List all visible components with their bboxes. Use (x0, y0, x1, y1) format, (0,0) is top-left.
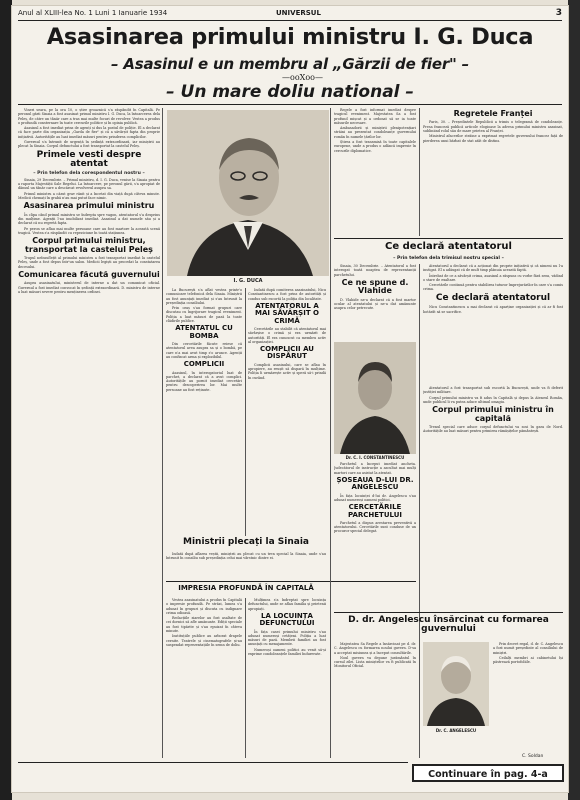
paper-name: UNIVERSUL (276, 9, 321, 17)
section-kicker: – Prin telefon dela corespondentul nostru – (33, 170, 145, 176)
newspaper-page (12, 6, 568, 792)
column-13: Prin decret regal, d. dr. C. Angelescu a fost numit președinte al consiliului de miniștri. Ceilalți membri ai cabinetului își păstrează portofoliile. (493, 642, 563, 665)
section-heading: CERCETĂRILE PARCHETULUI (347, 503, 403, 519)
section-heading: Primele vesti despre atentat (36, 149, 142, 170)
column-7: Regretele Franței Paris, 30. – Președintele Republicii a trimis o telegramă de condoleanțe. Presa franceză publică articole elogioase la adresa primului ministru asasinat, subliniind rolul său de mare prieten al Franței. Ministrul afacerilor străine a exprimat regretele guvernului francez față de pierderea unui bărbat de stat atât de distins. (423, 109, 563, 143)
constantinescu-caption: Dr. C. I. CONSTANTINESCU (345, 455, 405, 460)
ornament: —ooXoo— (282, 73, 323, 82)
section-heading: ATENTATORUL A MAI SĂVÂRȘIT O CRIMĂ (255, 301, 319, 325)
section-heading: Asasinarea primului ministru (23, 201, 155, 211)
section-heading: Regretele Franței (453, 109, 533, 118)
column-11: Atentatorul a fost transportat sub escortă la București, unde va fi deferit justiției militare. Corpul primului ministru va fi adus în Capitală și depus la Ateneul Român, unde publicul îi va putea aduce ultimul omagiu. Corpul primului ministru în capitală Trenul special care aduce corpul defunctului va sosi în gara de Nord. Autoritățile au luat măsuri pentru primirea rămășițelor pământești. (423, 386, 563, 434)
constantinescu-portrait (334, 342, 416, 454)
continuation-box: Continuare în pag. 4-a (412, 764, 564, 782)
scan-border-left (0, 0, 12, 800)
subheadline-mourning: – Un mare doliu national – (166, 82, 414, 102)
author-signature: C. Soldan (522, 754, 544, 759)
portrait-illustration (423, 642, 489, 726)
column-divider (419, 108, 420, 236)
section-kicker: – Prin telefon dela trimisul nostru special – (393, 256, 504, 261)
section-heading: Ce ne spune d. Vlahide (341, 277, 409, 296)
column-divider (245, 288, 246, 536)
section-rule (334, 612, 563, 613)
section-heading: Ce declară atentatorul (385, 241, 512, 252)
column-5: Mulțimea s'a îndreptat spre locuința defunctului, unde se aflau familia și prietenii apropiați. LA LOCUINȚA DEFUNCTULUI În fața casei primului ministru s'au adunat numeroși cetățeni. Poliția a luat măsuri de pază. Membrii familiei au fost anunțați cu menajamente. Numeroși oameni politici au venit să-și exprime condoleanțele familiei îndurerate. (248, 598, 326, 657)
column-6: Regele a fost informat imediat despre tragicul eveniment. Majestatea Sa a fost profund mișcat și a ordonat să se ia toate măsurile necesare. Ambasadorii și miniștrii plenipotențiari străini au prezentat condoleanțe guvernului român în numele țărilor lor. Știrea a fost transmisă în toate capitalele europene, unde a produs o adâncă impresie în cercurile diplomatice. (334, 108, 416, 153)
column-divider (162, 108, 163, 758)
section-heading: COMPLICII AU DISPĂRUT (260, 345, 314, 361)
duca-caption: I. G. DUCA (233, 278, 263, 284)
headline-rule (18, 104, 562, 105)
running-header (18, 8, 562, 20)
column-divider (245, 598, 246, 758)
column-12: Majestatea Sa Regele a însărcinat pe d. dr. C. Angelescu cu formarea noului guvern. D-sa a acceptat misiunea și a început consultările. Noul guvern va depune jurământul în cursul zilei. Lista miniștrilor va fi publicată în Monitorul Oficial. (334, 642, 416, 669)
section-heading: LA LOCUINȚA DEFUNCTULUI (259, 611, 315, 628)
issue-info: Anul al XLIII-lea No. 1 Luni 1 Ianuarie 1934 (18, 9, 168, 17)
column-divider (330, 108, 331, 758)
section-heading: ATENTATUL CU BOMBA (175, 324, 233, 340)
column-4: Vestea asasinatului a produs în Capitală o impresie profundă. Pe străzi, lumea s'a adunat în grupuri și discuta cu indignare crima odioasă. Redacțiile ziarelor au fost asaltate de cei dornici să afle amănunte. Ediții speciale au fost tipărite și s'au epuizat în câteva minute. Instituțiile publice au arborat drapele cernite. Teatrele și cinematografele și-au suspendat reprezentațiile în semn de doliu. (166, 598, 242, 647)
section-heading: COMPLICII (183, 360, 225, 369)
section-heading: Corpul primului ministru în capitală (432, 405, 554, 423)
column-2: La București s'a aflat vestea printr'o comunicare telefonică dela Sinaia. Miniștrii au fost anunțați imediat și s'au întrunit la președinția consiliului. Prin oraș s'au format grupuri care discutau cu îngrijorare tragicul eveniment. Poliția a luat măsuri de pază la toate clădirile publice. ATENTATUL CU BOMBA Din cercetările făcute reiese că atentatorul avea asupra sa și o bombă, pe care n'a mai avut timp s'o arunce. Agenții au confiscat arma și explozibilul. COMPLICII Asasinul, în interogatoriul luat de parchet, a declarat că a avut complici. Autoritățile au pornit imediat cercetări pentru descoperirea lor. Mai multe persoane au fost reținute. (166, 288, 242, 392)
section-heading: Ministrii plecați la Sinaia (183, 537, 309, 547)
main-headline: Asasinarea primului ministru I. G. Duca (46, 24, 534, 50)
portrait-illustration (334, 342, 416, 454)
subheadline: – Asasinul e un membru al „Gărzii de fier" – (111, 55, 469, 73)
column-8: Sinaia, 30 Decembrie. – Atentatorul a fost interogat toată noaptea de reprezentanții parchetului. Ce ne spune d. Vlahide D. Vlahide ne-a declarat că a fost martor ocular al atentatului și ne-a dat amănunte asupra celor petrecute. (334, 264, 416, 311)
ministers-paragraph: Îndată după aflarea veștii, miniștrii au plecat cu un tren special la Sinaia, unde s'au întrunit în consiliu sub președinția celui mai vârstnic dintre ei. (166, 552, 326, 561)
column-divider (419, 264, 420, 758)
section-rule (334, 238, 563, 239)
duca-portrait (167, 110, 329, 276)
section-heading: D. dr. Angelescu însărcinat cu formarea guvernului (348, 615, 549, 635)
section-heading: IMPRESIA PROFUNDĂ ÎN CAPITALĂ (178, 584, 314, 592)
section-heading: Corpul primului ministru, transportat la castelul Peleș (25, 236, 153, 254)
page-number: 3 (555, 8, 562, 18)
column-3: Îndată după comiterea asasinatului, Nicu Constantinescu a fost prins de autorități și condus sub escortă la poliția din localitate. ATENTATORUL A MAI SĂVÂRȘIT O CRIMĂ Cercetările au stabilit că atentatorul mai săvârșise o crimă și era urmărit de autorități. El era cunoscut ca membru activ al organizației. COMPLICII AU DISPĂRUT Complicii asasinului, care se aflau în apropiere, au reușit să dispară în mulțime. Poliția îi urmărește activ și speră să-i prindă în curând. (248, 288, 326, 380)
column-10: Parchetul a început imediat ancheta. Judecătorul de instrucție a ascultat mai mulți martori care au asistat la atentat. ȘOSEAUA D-LUI DR. ANGELESCU În fața locuinței d-lui dr. Angelescu s'au adunat numeroși oameni politici. CERCETĂRILE PARCHETULUI Parchetul a dispus arestarea preventivă a atentatorului. Cercetările sunt conduse de un procuror special delegat. (334, 462, 416, 534)
column-1: Vineri seara, pe la ora 10, o știre groaznică s'a răspândit în Capitală. Pe peronul gării Sinaia a fost asasinat primul ministru I. G. Duca, la întoarcerea dela Peleș, de către un tânăr care a tras mai multe focuri de revolver. Vestea a produs o profundă consternare în toate cercurile politice și în opinia publică. Asasinul a fost imediat prins de agenți și dus la postul de poliție. El a declarat că face parte din organizația „Garda de fier" și că a săvârșit fapta din proprie inițiativă. Autoritățile au luat imediat măsuri pentru prinderea complicilor. Guvernul s'a întrunit de urgență în ședință extraordinară, iar miniștrii au plecat la Sinaia. Corpul defunctului a fost transportat la castelul Peleș. Primele vesti despre atentat – Prin telefon dela corespondentul nostru – Sinaia, 29 Decembrie. – Primul ministru, d. I. G. Duca, venise la Sinaia pentru a raporta Majestății Sale Regelui. La întoarcere, pe peronul gării, s'a apropiat de dânsul un tânăr care a descărcat revolverul asupra sa. Primul ministru a căzut grav rănit și a încetat din viață după câteva minute. Medicii chemați în grabă n'au mai putut face nimic. Asasinarea primului ministru În clipa când primul ministru se îndrepta spre vagon, atentatorul s'a desprins din mulțime. Agenții l-au imobilizat imediat. Asasinul a dat numele său și a declarat că nu regretă fapta. Pe peron se aflau mai multe persoane care au fost martore la această scenă tragică. Vestea s'a răspândit cu repeziciune în toată stațiunea. Corpul primului ministru, transportat la castelul Peleș Trupul neînsuflețit al primului ministru a fost transportat imediat la castelul Peleș, unde a fost depus într'un salon. Medicii legiști au procedat la constatarea decesului. Comunicarea făcută guvernului Asupra asasinatului, ministerul de interne a dat un comunicat oficial. Guvernul a fost imediat convocat în ședință extraordinară. D. ministru de interne a luat măsuri severe pentru menținerea ordinei. (18, 108, 160, 294)
section-heading: ȘOSEAUA D-LUI DR. ANGELESCU (336, 475, 414, 492)
header-rule (18, 20, 562, 21)
column-9: Atentatorul a declarat că a acționat din proprie inițiativă și că nimeni nu l-a instigat. El a adăugat că de mult timp plănuia această faptă. Întrebat de ce a săvârșit crima, asasinul a răspuns cu vorbe fără sens, vădind o stare de exaltare. Cercetările continuă pentru stabilirea tuturor împrejurărilor în care s'a comis crima. Ce declară atentatorul Nicu Constantinescu a mai declarat că aparține organizației și că ar fi fost hotărât să se sacrifice. (423, 264, 563, 314)
section-heading: Comunicarea făcută guvernului (18, 269, 160, 279)
section-heading: Ce declară atentatorul (435, 292, 551, 303)
angelescu-caption: Dr. C. ANGELESCU (435, 728, 477, 733)
footer-rule (18, 762, 408, 763)
angelescu-portrait (423, 642, 489, 726)
scan-border-right (568, 0, 580, 800)
portrait-illustration (167, 110, 329, 276)
